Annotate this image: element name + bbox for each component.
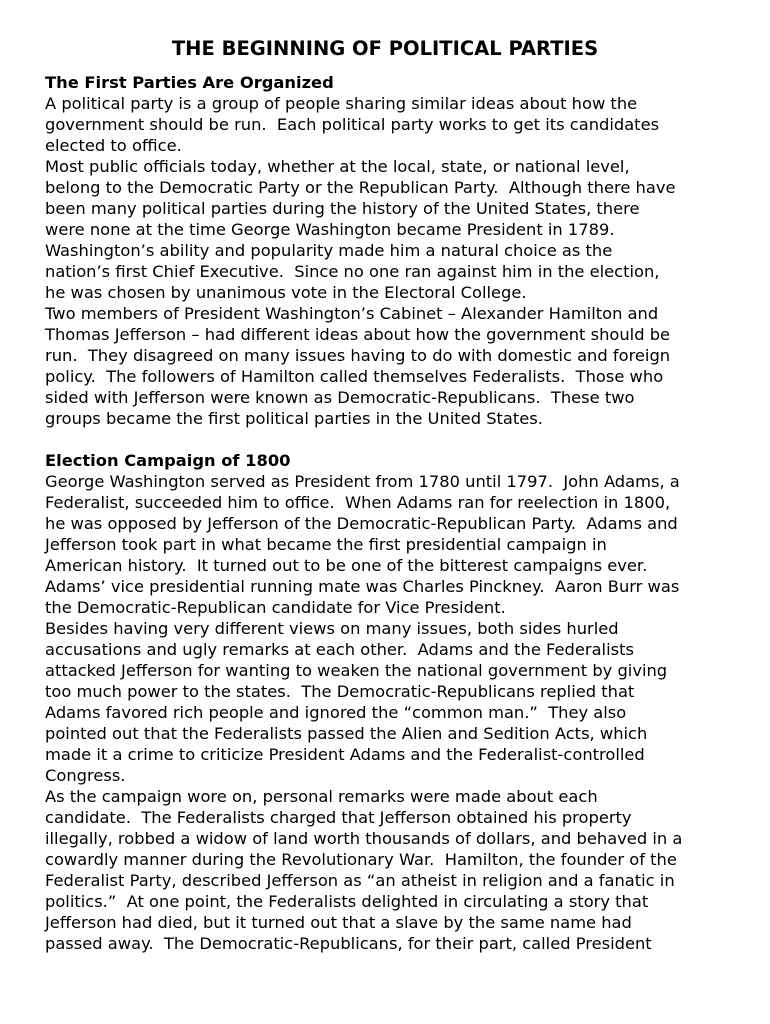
text-line: Most public officials today, whether at the local, state, or national level, [45,157,630,176]
text-line: politics.” At one point, the Federalists delighted in circulating a story that [45,892,649,911]
text-line: run. They disagreed on many issues having to do with domestic and foreign [45,346,671,365]
text-line: Federalist Party, described Jefferson as “an atheist in religion and a fanatic in [45,871,675,890]
text-line: accusations and ugly remarks at each other. Adams and the Federalists [45,640,634,659]
section [45,72,745,429]
text-line: government should be run. Each political party works to get its candidates [45,115,660,134]
text-line: Washington’s ability and popularity made him a natural choice as the [45,241,613,260]
document-page [45,36,745,954]
paragraph [45,471,745,618]
text-line: Adams’ vice presidential running mate was Charles Pinckney. Aaron Burr was [45,577,680,596]
text-line: he was opposed by Jefferson of the Democratic-Republican Party. Adams and [45,514,678,533]
paragraph [45,93,745,156]
text-line: cowardly manner during the Revolutionary War. Hamilton, the founder of the [45,850,677,869]
text-line: passed away. The Democratic-Republicans, for their part, called President [45,934,652,953]
text-line: Two members of President Washington’s Cabinet – Alexander Hamilton and [45,304,659,323]
text-line: made it a crime to criticize President Adams and the Federalist-controlled [45,745,645,764]
section [45,450,745,954]
text-line: pointed out that the Federalists passed the Alien and Sedition Acts, which [45,724,648,743]
text-line: policy. The followers of Hamilton called themselves Federalists. Those who [45,367,664,386]
text-line: elected to office. [45,136,182,155]
paragraph [45,156,745,303]
text-line: sided with Jefferson were known as Democratic-Republicans. These two [45,388,635,407]
text-line: belong to the Democratic Party or the Republican Party. Although there have [45,178,676,197]
text-line: American history. It turned out to be one of the bitterest campaigns ever. [45,556,648,575]
text-line: Congress. [45,766,126,785]
text-line: A political party is a group of people sharing similar ideas about how the [45,94,638,113]
text-line: illegally, robbed a widow of land worth thousands of dollars, and behaved in a [45,829,683,848]
paragraph [45,303,745,429]
text-line: the Democratic-Republican candidate for Vice President. [45,598,506,617]
section-heading: Election Campaign of 1800 [45,451,291,470]
text-line: George Washington served as President from 1780 until 1797. John Adams, a [45,472,680,491]
text-line: Jefferson took part in what became the first presidential campaign in [45,535,607,554]
text-line: candidate. The Federalists charged that Jefferson obtained his property [45,808,632,827]
text-line: Thomas Jefferson – had different ideas about how the government should be [45,325,671,344]
section-heading: The First Parties Are Organized [45,73,334,92]
text-line: As the campaign wore on, personal remarks were made about each [45,787,598,806]
text-line: Federalist, succeeded him to office. When Adams ran for reelection in 1800, [45,493,671,512]
text-line: Adams favored rich people and ignored the “common man.” They also [45,703,627,722]
text-line: attacked Jefferson for wanting to weaken the national government by giving [45,661,668,680]
text-line: Jefferson had died, but it turned out that a slave by the same name had [45,913,632,932]
paragraph [45,786,745,954]
text-line: were none at the time George Washington became President in 1789. [45,220,615,239]
document-body [45,72,745,954]
paragraph [45,618,745,786]
text-line: nation’s first Chief Executive. Since no one ran against him in the election, [45,262,660,281]
section-spacer [45,429,745,450]
document-title: THE BEGINNING OF POLITICAL PARTIES [171,37,599,60]
text-line: Besides having very different views on many issues, both sides hurled [45,619,619,638]
text-line: groups became the first political parties in the United States. [45,409,543,428]
text-line: too much power to the states. The Democratic-Republicans replied that [45,682,635,701]
text-line: he was chosen by unanimous vote in the Electoral College. [45,283,527,302]
text-line: been many political parties during the history of the United States, there [45,199,640,218]
